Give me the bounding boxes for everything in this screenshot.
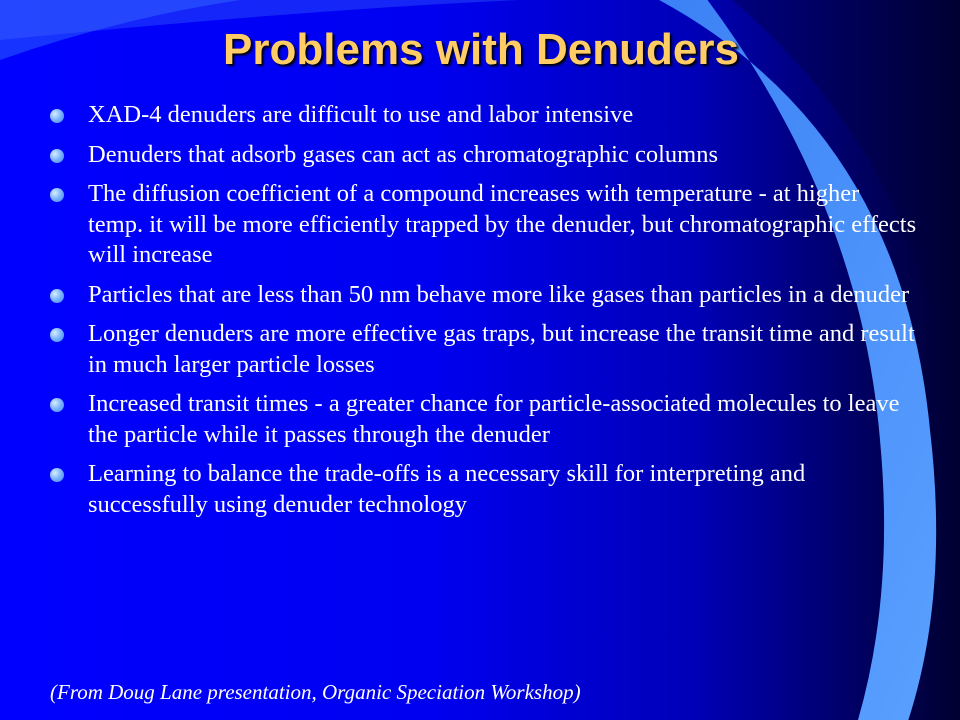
bullet-dot-icon <box>50 149 64 163</box>
bullet-dot-icon <box>50 398 64 412</box>
bullet-item <box>50 389 920 450</box>
bullet-list <box>50 100 920 529</box>
bullet-dot-icon <box>50 289 64 303</box>
bullet-text: Learning to balance the trade-offs is a necessary skill for interpreting and successfully using denuder technology <box>88 460 806 518</box>
slide-title-text: Problems with Denuders <box>223 25 739 74</box>
bullet-text: Longer denuders are more effective gas traps, but increase the transit time and result in much larger particle losses <box>88 320 915 378</box>
bullet-text: XAD-4 denuders are difficult to use and labor intensive <box>88 101 634 128</box>
bullet-item <box>50 100 920 131</box>
slide-title <box>0 26 960 74</box>
source-citation: (From Doug Lane presentation, Organic Speciation Workshop) <box>50 680 581 704</box>
bullet-item <box>50 179 920 271</box>
bullet-dot-icon <box>50 328 64 342</box>
bullet-dot-icon <box>50 468 64 482</box>
bullet-item <box>50 459 920 520</box>
bullet-text: The diffusion coefficient of a compound increases with temperature - at higher temp. it will be more efficiently trapped by the denuder, but chromatographic effects will increase <box>88 180 917 268</box>
bullet-item <box>50 140 920 171</box>
bullet-dot-icon <box>50 188 64 202</box>
bullet-text: Increased transit times - a greater chance for particle-associated molecules to leave the particle while it passes through the denuder <box>88 390 900 448</box>
bullet-dot-icon <box>50 109 64 123</box>
bullet-text: Denuders that adsorb gases can act as chromatographic columns <box>88 140 718 168</box>
bullet-item <box>50 280 920 311</box>
bullet-item <box>50 319 920 380</box>
bullet-text: Particles that are less than 50 nm behave more like gases than particles in a denuder <box>88 280 910 308</box>
